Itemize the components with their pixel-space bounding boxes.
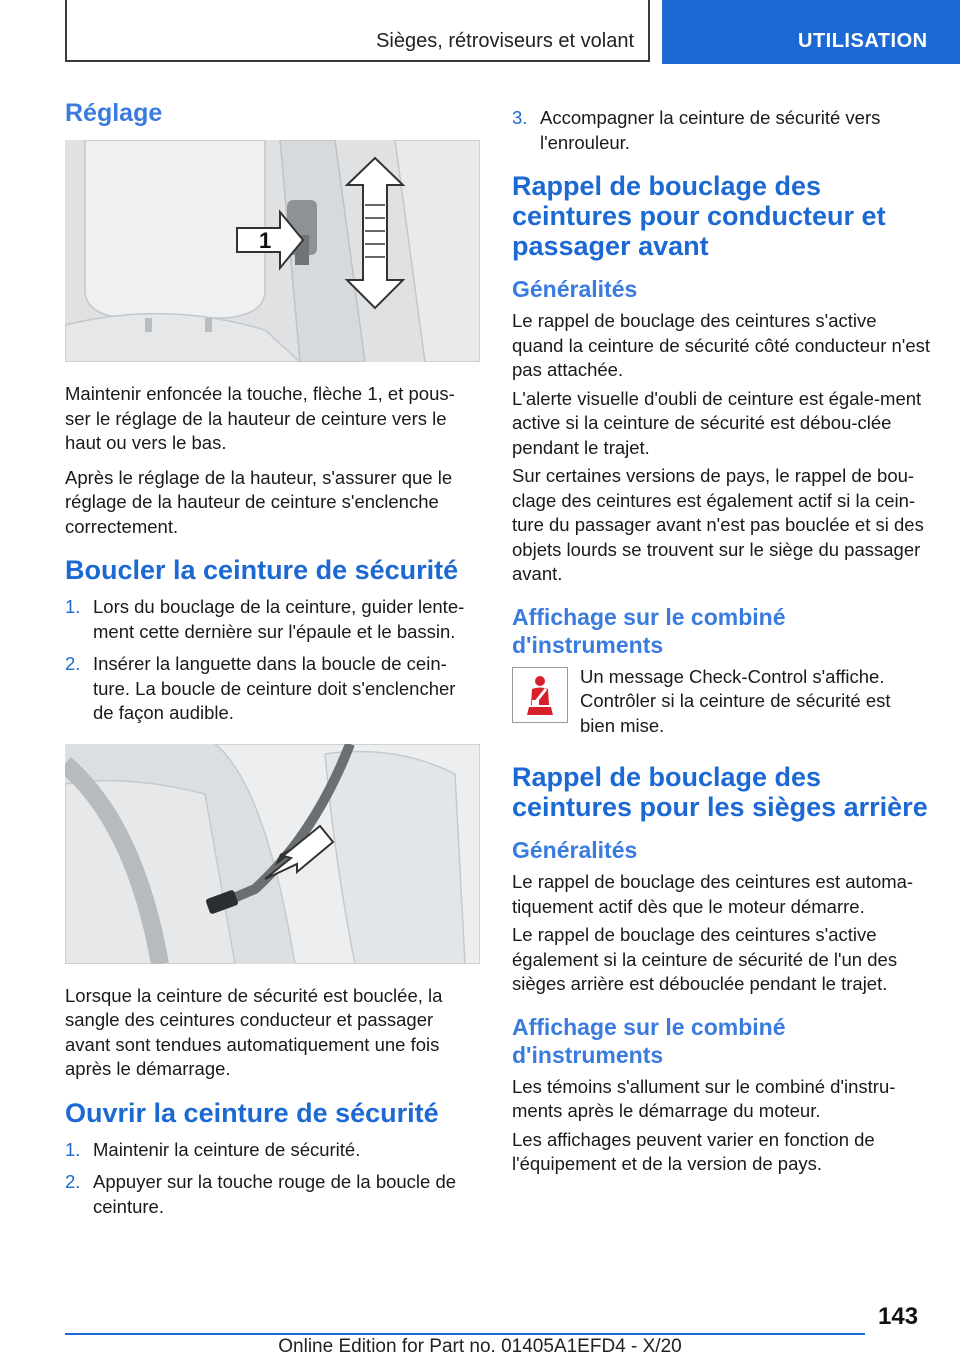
generalites-2-paragraph-1: Le rappel de bouclage des ceintures est automa-tiquement actif dès que le moteur démarre. bbox=[512, 871, 914, 917]
reglage-paragraph-2: Après le réglage de la hauteur, s'assurer que le réglage de la hauteur de ceinture s'enclenche correctement. bbox=[65, 466, 453, 537]
step-number: 1. bbox=[65, 1138, 81, 1160]
ouvrir-step-3 bbox=[512, 106, 930, 155]
heading-affichage-2: Affichage sur le combiné d'instruments bbox=[512, 1013, 786, 1068]
step-number: 3. bbox=[512, 107, 528, 128]
callout-1-label: 1 bbox=[259, 228, 272, 253]
step-number: 1. bbox=[65, 596, 81, 617]
step-text: Appuyer sur la touche rouge de la boucle de ceinture. bbox=[93, 1171, 457, 1217]
heading-generalites-2: Généralités bbox=[512, 837, 638, 863]
right-column bbox=[512, 106, 930, 1187]
header-chapter-title: UTILISATION bbox=[798, 30, 928, 52]
reglage-paragraph-1: Maintenir enfoncée la touche, flèche 1, et pous-ser le réglage de la hauteur de ceinture vers le haut ou vers le bas. bbox=[65, 383, 455, 453]
heading-generalites-1: Généralités bbox=[512, 276, 638, 302]
affichage-1-text: Un message Check-Control s'affiche. Contrôler si la ceinture de sécurité est bien mise. bbox=[580, 665, 891, 736]
left-column bbox=[65, 98, 480, 1227]
header-chapter-tab bbox=[662, 0, 960, 64]
boucler-paragraph-1: Lorsque la ceinture de sécurité est bouclée, la sangle des ceintures conducteur et passager avant sont tendues automatiquement une fois après le démarrage. bbox=[65, 984, 443, 1079]
generalites-1-paragraph-3: Sur certaines versions de pays, le rappel de bou-clage des ceintures est également actif si la cein-ture du passager avant n'est pas bouclée et si des objets lourds se trouvent sur le siège du passager avant. bbox=[512, 465, 924, 584]
header-section-box bbox=[65, 0, 650, 62]
affichage-2-paragraph-1: Les témoins s'allument sur le combiné d'instru-ments après le démarrage du moteur. bbox=[512, 1075, 896, 1121]
heading-rappel-avant: Rappel de bouclage des ceintures pour conducteur et passager avant bbox=[512, 171, 886, 261]
heading-reglage: Réglage bbox=[65, 99, 163, 127]
heading-affichage-1: Affichage sur le combiné d'instruments bbox=[512, 603, 786, 658]
header-section-title: Sièges, rétroviseurs et volant bbox=[376, 30, 634, 52]
step-text: Lors du bouclage de la ceinture, guider lente-ment cette dernière sur l'épaule et le bassin. bbox=[93, 596, 465, 642]
boucler-step-1 bbox=[65, 595, 480, 644]
belt-height-adjust-illustration bbox=[65, 140, 480, 362]
affichage-2-paragraph-2: Les affichages peuvent varier en fonction de l'équipement et de la version de pays. bbox=[512, 1128, 875, 1174]
belt-buckle-illustration bbox=[65, 744, 480, 964]
ouvrir-step-1 bbox=[65, 1138, 480, 1163]
generalites-1-paragraph-1: Le rappel de bouclage des ceintures s'active quand la ceinture de sécurité côté conducteur n'est pas attachée. bbox=[512, 310, 930, 380]
boucler-step-2 bbox=[65, 652, 480, 726]
heading-boucler: Boucler la ceinture de sécurité bbox=[65, 555, 459, 585]
generalites-2-paragraph-2: Le rappel de bouclage des ceintures s'active également si la ceinture de sécurité de l'un des sièges arrière est débouclée pendant le trajet. bbox=[512, 924, 898, 994]
heading-rappel-arriere: Rappel de bouclage des ceintures pour les sièges arrière bbox=[512, 762, 928, 822]
step-number: 2. bbox=[65, 653, 81, 674]
footer-divider bbox=[65, 1333, 865, 1335]
affichage-1-row bbox=[512, 665, 930, 739]
generalites-1-paragraph-2: L'alerte visuelle d'oubli de ceinture est égale-ment active si la ceinture de sécurité est débou-clée pendant le trajet. bbox=[512, 387, 922, 458]
step-text: Insérer la languette dans la boucle de cein-ture. La boucle de ceinture doit s'enclencher de façon audible. bbox=[93, 653, 456, 723]
heading-ouvrir: Ouvrir la ceinture de sécurité bbox=[65, 1097, 439, 1128]
ouvrir-step-2 bbox=[65, 1170, 480, 1219]
step-number: 2. bbox=[65, 1171, 81, 1192]
step-text: Maintenir la ceinture de sécurité. bbox=[93, 1138, 361, 1160]
step-text: Accompagner la ceinture de sécurité vers l'enrouleur. bbox=[540, 107, 881, 153]
footer-edition: Online Edition for Part no. 01405A1EFD4 - X/20 bbox=[278, 1336, 682, 1357]
page-number: 143 bbox=[878, 1303, 919, 1330]
seatbelt-warning-icon bbox=[512, 667, 568, 723]
